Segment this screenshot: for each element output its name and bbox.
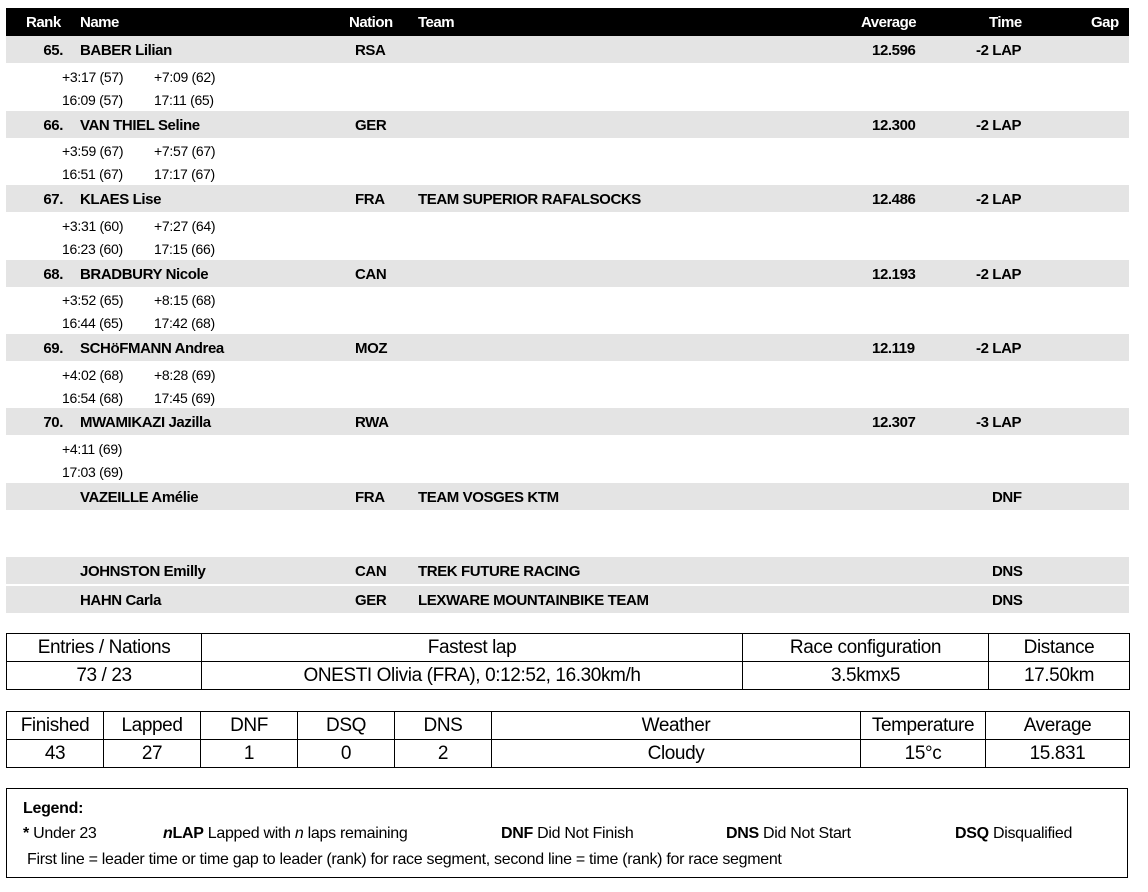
distance-label: Distance [989, 634, 1130, 662]
lapped-value: 27 [104, 740, 201, 768]
rider-average: 12.307 [872, 414, 916, 431]
rider-average: 12.596 [872, 42, 916, 59]
rider-nation: GER [355, 117, 387, 134]
rider-average: 12.300 [872, 117, 916, 134]
header-gap: Gap [1091, 14, 1119, 31]
rider-nation: MOZ [355, 340, 388, 357]
result-stats-table [6, 711, 1130, 768]
split-time: 17:17 (67) [154, 166, 215, 182]
rider-rank: 70. [43, 414, 63, 431]
split-time: 16:54 (68) [62, 390, 123, 406]
table-row [6, 483, 1129, 510]
split-time: 16:09 (57) [62, 92, 123, 108]
entries-label: Entries / Nations [7, 634, 202, 662]
average-label: Average [986, 712, 1130, 740]
rider-nation: RSA [355, 42, 386, 59]
split-time: +4:11 (69) [62, 441, 123, 457]
header-name: Name [80, 14, 119, 31]
rider-rank: 67. [43, 191, 63, 208]
table-row [6, 36, 1129, 63]
split-time: +7:57 (67) [154, 143, 216, 159]
lapped-label: Lapped [104, 712, 201, 740]
rider-time: -2 LAP [976, 340, 1022, 357]
header-rank: Rank [26, 14, 61, 31]
split-time: +3:59 (67) [62, 143, 124, 159]
split-time: +8:15 (68) [154, 292, 216, 308]
rider-nation: RWA [355, 414, 389, 431]
rider-status: DNS [992, 592, 1023, 609]
legend-box [6, 788, 1128, 878]
dns-label: DNS [395, 712, 492, 740]
split-time: 17:42 (68) [154, 315, 215, 331]
results-header [6, 8, 1129, 36]
race-config-value: 3.5kmx5 [743, 662, 989, 690]
temperature-label: Temperature [861, 712, 986, 740]
rider-name: KLAES Lise [80, 191, 162, 208]
legend-dns: DNS Did Not Start [726, 825, 851, 842]
rider-name: VAZEILLE Amélie [80, 489, 199, 506]
split-time: +4:02 (68) [62, 367, 124, 383]
rider-name: BABER Lilian [80, 42, 172, 59]
distance-value: 17.50km [989, 662, 1130, 690]
rider-status: DNS [992, 563, 1023, 580]
weather-label: Weather [492, 712, 861, 740]
split-time: 16:51 (67) [62, 166, 123, 182]
rider-rank: 65. [43, 42, 63, 59]
split-time: 16:44 (65) [62, 315, 123, 331]
dnf-label: DNF [201, 712, 298, 740]
rider-nation: FRA [355, 489, 385, 506]
legend-nlap: nLAP Lapped with n laps remaining [163, 825, 408, 842]
split-time: +3:17 (57) [62, 69, 124, 85]
weather-value: Cloudy [492, 740, 861, 768]
rider-time: -2 LAP [976, 191, 1022, 208]
rider-name: MWAMIKAZI Jazilla [80, 414, 211, 431]
table-row [6, 185, 1129, 212]
rider-nation: FRA [355, 191, 385, 208]
rider-time: -3 LAP [976, 414, 1022, 431]
dsq-label: DSQ [298, 712, 395, 740]
rider-time: -2 LAP [976, 117, 1022, 134]
dsq-value: 0 [298, 740, 395, 768]
rider-time: -2 LAP [976, 42, 1022, 59]
rider-average: 12.193 [872, 266, 916, 283]
rider-rank: 66. [43, 117, 63, 134]
split-time: 16:23 (60) [62, 241, 123, 257]
table-row [6, 111, 1129, 138]
rider-time: -2 LAP [976, 266, 1022, 283]
legend-note: First line = leader time or time gap to leader (rank) for race segment, second line = time (rank) for race segment [27, 851, 782, 868]
legend-dsq: DSQ Disqualified [955, 825, 1073, 842]
rider-nation: GER [355, 592, 387, 609]
split-time: +8:28 (69) [154, 367, 216, 383]
entries-value: 73 / 23 [7, 662, 202, 690]
average-value: 15.831 [986, 740, 1130, 768]
header-average: Average [861, 14, 917, 31]
rider-team: LEXWARE MOUNTAINBIKE TEAM [418, 592, 649, 609]
temperature-value: 15°c [861, 740, 986, 768]
rider-name: JOHNSTON Emilly [80, 563, 206, 580]
split-time: +3:52 (65) [62, 292, 124, 308]
legend-u23: * Under 23 [23, 825, 97, 842]
rider-status: DNF [992, 489, 1022, 506]
split-time: 17:45 (69) [154, 390, 215, 406]
rider-team: TEAM SUPERIOR RAFALSOCKS [418, 191, 641, 208]
rider-nation: CAN [355, 266, 387, 283]
rider-average: 12.119 [872, 340, 915, 357]
split-time: +7:27 (64) [154, 218, 216, 234]
split-time: 17:03 (69) [62, 464, 123, 480]
table-row [6, 334, 1129, 361]
rider-rank: 69. [43, 340, 63, 357]
rider-rank: 68. [43, 266, 63, 283]
rider-team: TEAM VOSGES KTM [418, 489, 559, 506]
split-time: 17:11 (65) [154, 92, 214, 108]
rider-nation: CAN [355, 563, 387, 580]
table-row [6, 260, 1129, 287]
table-row [6, 586, 1129, 613]
header-team: Team [418, 14, 455, 31]
split-time: +3:31 (60) [62, 218, 124, 234]
fastest-lap-value: ONESTI Olivia (FRA), 0:12:52, 16.30km/h [202, 662, 743, 690]
race-config-label: Race configuration [743, 634, 989, 662]
rider-average: 12.486 [872, 191, 916, 208]
table-row [6, 408, 1129, 435]
finished-label: Finished [7, 712, 104, 740]
finished-value: 43 [7, 740, 104, 768]
dns-value: 2 [395, 740, 492, 768]
rider-name: VAN THIEL Seline [80, 117, 200, 134]
legend-title: Legend: [23, 800, 84, 817]
rider-name: SCHöFMANN Andrea [80, 340, 224, 357]
rider-name: HAHN Carla [80, 592, 162, 609]
rider-name: BRADBURY Nicole [80, 266, 209, 283]
legend-dnf: DNF Did Not Finish [501, 825, 634, 842]
header-time: Time [989, 14, 1022, 31]
split-time: +7:09 (62) [154, 69, 216, 85]
rider-team: TREK FUTURE RACING [418, 563, 580, 580]
split-time: 17:15 (66) [154, 241, 215, 257]
fastest-lap-label: Fastest lap [202, 634, 743, 662]
table-row [6, 557, 1129, 584]
race-summary-table [6, 633, 1130, 690]
header-nation: Nation [349, 14, 393, 31]
dnf-value: 1 [201, 740, 298, 768]
